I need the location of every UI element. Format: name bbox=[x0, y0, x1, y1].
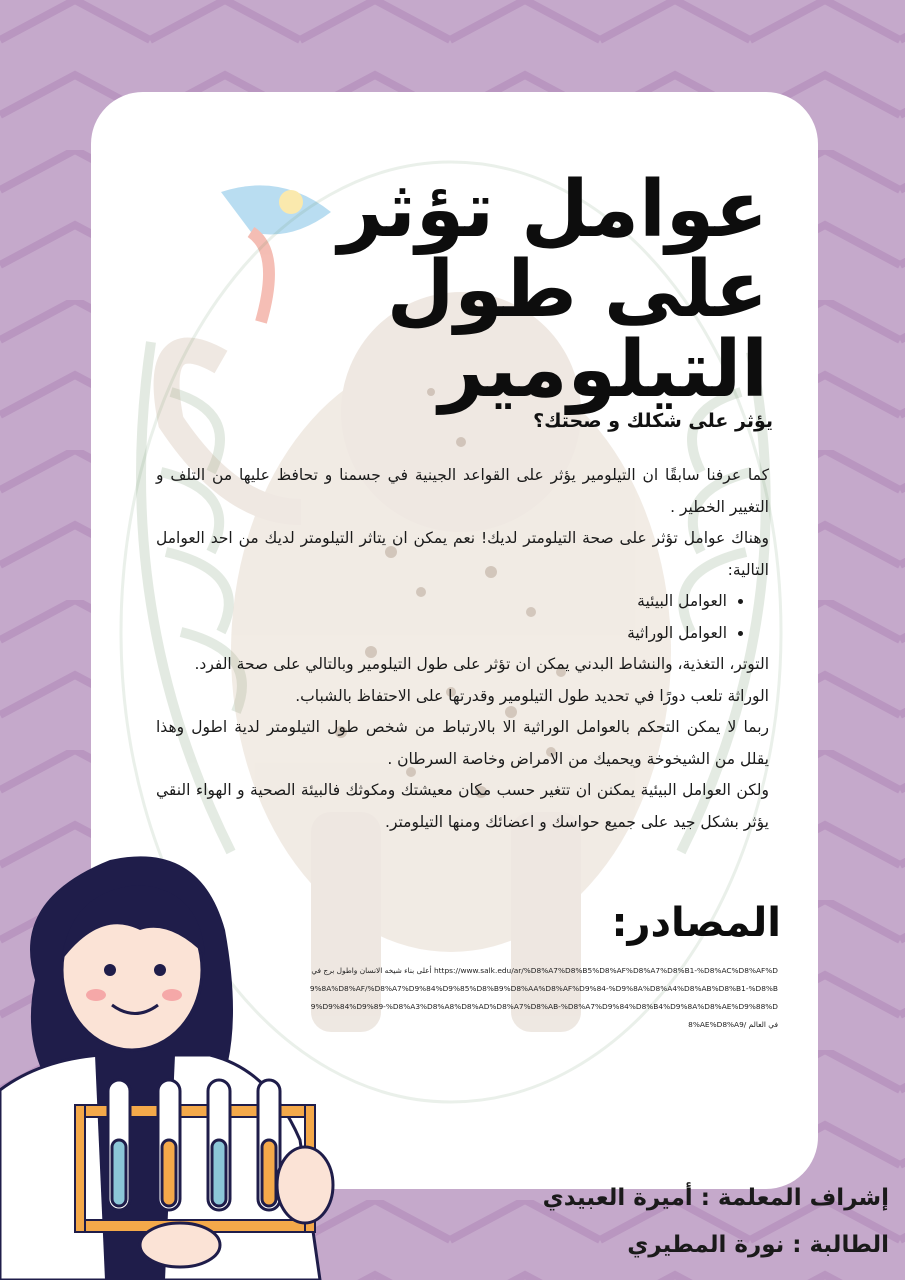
scientist-illustration-icon bbox=[0, 840, 345, 1280]
sources-link[interactable]: أعلى بناء شيخه الانسان واطول برج في https://www.salk.edu/ar/%D8%A7%D8%B5%D8%AF%D8%A7%D8%B1-%D8%AC%D8%AF%D9%8A%D8%AF/%D8%A7%D9%84%D9%85%D8%B9%D8%AA%D8%AF%D9%84-%D9%8A%D8%A4%D8%AB%D8%B1-%D8%B9%D9%84%D9%89-%D8%A3%D8%A8%D8%AD%D8%A7%D8%AB-%D8%A7%D9%84%D8%B4%D9%8A%D8%AE%D9%88%D8%AE%D8%A9/ في العالم bbox=[309, 966, 778, 1029]
paragraph: الوراثة تلعب دورًا في تحديد طول التيلومير وقدرتها على الاحتفاظ بالشباب. bbox=[295, 686, 769, 705]
page-title: عوامل تؤثر على طول التيلومير bbox=[338, 165, 768, 415]
student-credit: الطالبة : نورة المطيري bbox=[627, 1232, 889, 1258]
paragraph: وهناك عوامل تؤثر على صحة التيلومتر لديك! نعم يمكن ان يتاثر التيلومتر لديك من احد العوامل التالية: bbox=[156, 529, 769, 579]
supervisor-credit: إشراف المعلمة : أميرة العبيدي bbox=[542, 1185, 889, 1211]
page-subtitle: يؤثر على شكلك و صحتك؟ bbox=[533, 410, 773, 432]
factors-list bbox=[156, 586, 769, 649]
article-body bbox=[156, 460, 769, 838]
paragraph: ربما لا يمكن التحكم بالعوامل الوراثية الا بالارتباط من شخص طول التيلومتر لدية اطول وهذا يقلل من الشيخوخة ويحميك من الامراض وخاصة السرطان . bbox=[156, 718, 769, 768]
paragraph: كما عرفنا سابقًا ان التيلومير يؤثر على القواعد الجينية في جسمنا و تحافظ عليها من التلف و التغيير الخطير . bbox=[156, 466, 769, 516]
sources-heading: المصادر: bbox=[611, 900, 781, 946]
list-item: • العوامل الوراثية bbox=[156, 618, 727, 650]
paragraph: التوتر، التغذية، والنشاط البدني يمكن ان تؤثر على طول التيلومير وبالتالي على صحة الفرد. bbox=[194, 655, 769, 673]
list-item: • العوامل البيئية bbox=[156, 586, 727, 618]
paragraph: ولكن العوامل البيئية يمكنن ان تتغير حسب مكان معيشتك ومكوثك فالبيئة الصحية و الهواء النقي يؤثر بشكل جيد على جميع حواسك و اعضائك ومنها التيلومتر. bbox=[156, 781, 769, 831]
